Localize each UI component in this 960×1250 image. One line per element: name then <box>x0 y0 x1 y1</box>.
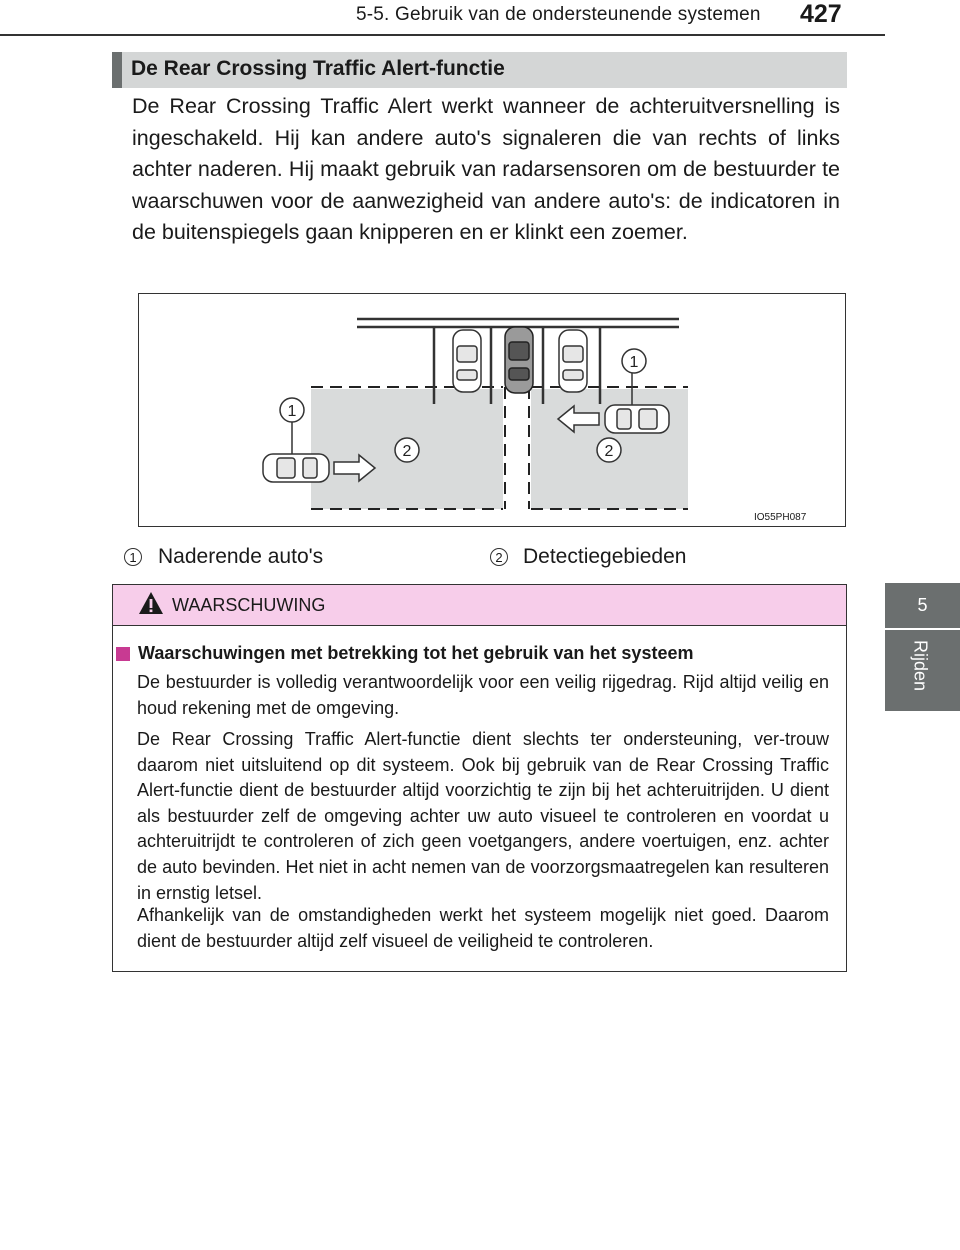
warning-paragraph-2: De Rear Crossing Traffic Alert-functie dient slechts ter ondersteuning, ver-trouw daarom niet uitsluitend op dit systeem. Ook bij gebruik van de Rear Crossing Traffic Alert-functie dient de bestuurder altijd voorzichtig te zijn bij het achteruitrijden. U dient als bestuurder zelf de omgeving achter uw auto visueel te controleren en voordat u achteruitrijdt te controleren of zich geen voetgangers, andere voertuigen, enz. achter de auto bevinden. Het niet in acht nemen van de voorzorgsmaatregelen kan resulteren in ernstig letsel. <box>137 729 829 903</box>
warning-paragraph-3: Afhankelijk van de omstandigheden werkt het systeem mogelijk niet goed. Daarom dient de bestuurder altijd zelf visueel de veiligheid te controleren. <box>137 905 829 951</box>
legend-label-1: Naderende auto's <box>158 545 324 568</box>
running-header: 5-5. Gebruik van de ondersteunende systemen <box>356 4 761 25</box>
section-title: De Rear Crossing Traffic Alert-functie <box>131 57 505 80</box>
square-bullet-icon <box>116 647 130 661</box>
own-car <box>505 327 533 393</box>
warning-triangle-icon <box>138 591 164 615</box>
legend-marker-2: 2 <box>490 548 508 566</box>
header-rule <box>0 34 885 36</box>
warning-title: WAARSCHUWING <box>172 595 326 615</box>
approaching-car-left <box>263 454 329 482</box>
callout-2-right: 2 <box>604 443 614 460</box>
parked-car-right <box>559 330 587 392</box>
warning-paragraph-1: De bestuurder is volledig verantwoordelijk voor een veilig rijgedrag. Rijd altijd veilig en houd rekening met de omgeving. <box>137 672 829 718</box>
warning-subheading: Waarschuwingen met betrekking tot het gebruik van het systeem <box>138 643 694 663</box>
parked-car-left <box>453 330 481 392</box>
figure-code: IO55PH087 <box>754 512 807 523</box>
legend-marker-1: 1 <box>124 548 142 566</box>
approaching-car-right <box>605 405 669 433</box>
chapter-number: 5 <box>917 594 928 615</box>
intro-paragraph: De Rear Crossing Traffic Alert werkt wanneer de achteruitversnelling is ingeschakeld. Hij kan andere auto's signaleren die van rechts of links achter naderen. Hij maakt gebruik van radarsensoren om de bestuurder te waarschuwen voor de aanwezigheid van andere auto's: de indicatoren in de buitenspiegels gaan knipperen en er klinkt een zoemer. <box>132 94 840 244</box>
illustration-frame <box>138 293 846 527</box>
chapter-tab-divider <box>885 628 960 630</box>
callout-1-left: 1 <box>287 403 297 420</box>
section-heading-accent <box>112 52 122 88</box>
callout-1-right: 1 <box>629 354 639 371</box>
chapter-title: Rijden <box>910 640 931 692</box>
page-number: 427 <box>800 0 842 28</box>
parking-illustration <box>139 294 844 525</box>
callout-2-left: 2 <box>402 443 412 460</box>
legend-label-2: Detectiegebieden <box>523 545 687 568</box>
